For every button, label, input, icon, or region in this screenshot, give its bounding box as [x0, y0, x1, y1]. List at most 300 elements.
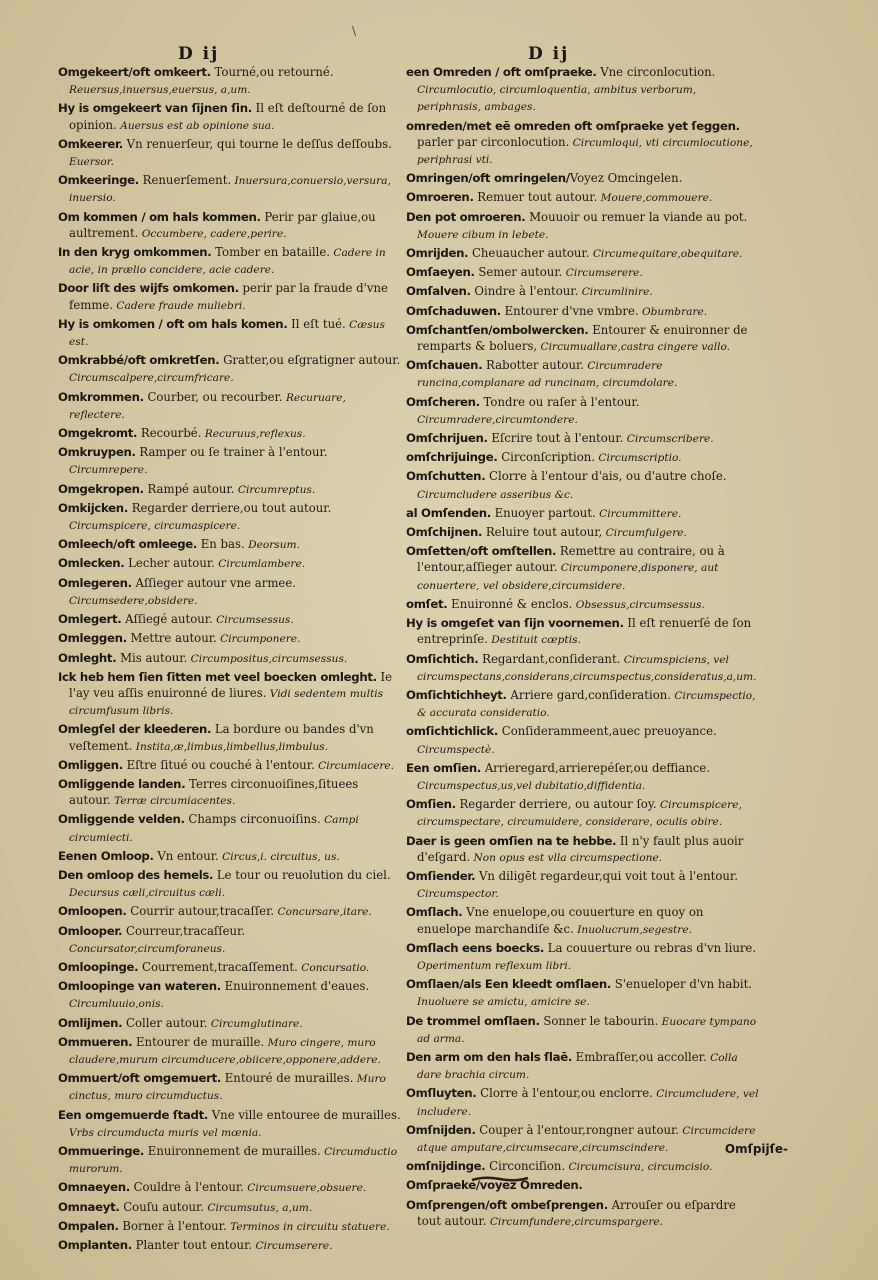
dictionary-entry [58, 244, 402, 278]
dictionary-entry [58, 867, 402, 901]
dictionary-entry [58, 280, 402, 313]
dictionary-entry [58, 100, 402, 133]
entry-headword: Omkeerer. [58, 136, 123, 151]
dictionary-entry [58, 1237, 402, 1254]
entry-latin: Colla dare brachia circum. [417, 1051, 738, 1082]
top-mark: \ [352, 24, 357, 38]
entry-headword: Omliggen. [58, 757, 123, 772]
entry-headword: Omſlaen/als Een kleedt omſlaen. [406, 977, 612, 992]
entry-latin: Circumspicere, circumspectare, circumuidere, considerare, oculis obire. [417, 799, 742, 829]
dictionary-entry [58, 500, 402, 534]
entry-french: parler par circonlocution. [417, 134, 570, 149]
entry-latin: Circumlambere. [214, 558, 306, 571]
entry-french: Clorre à l'entour,ou enclorre. [476, 1086, 653, 1101]
dictionary-entry [58, 1143, 402, 1177]
entry-headword: Omkrommen. [58, 389, 144, 404]
dictionary-entry [406, 615, 760, 648]
dictionary-entry [406, 468, 760, 502]
dictionary-entry [58, 555, 402, 572]
entry-latin: Circumrepere. [69, 464, 148, 477]
entry-headword: Omleggen. [58, 631, 127, 646]
entry-latin: Circumductio murorum. [69, 1145, 398, 1176]
entry-latin: Circumspectè. [417, 743, 495, 756]
entry-latin: Circumglutinare. [207, 1017, 303, 1030]
entry-french: S'enueloper d'vn habit. [611, 977, 753, 992]
entry-latin: Concursator,circumforaneus. [69, 942, 226, 955]
entry-headword: omſchrijuinge. [406, 450, 498, 465]
entry-latin: Cæsus est. [69, 318, 385, 349]
entry-french: En bas. [197, 537, 245, 552]
entry-headword: Omkruypen. [58, 445, 136, 460]
entry-french: Il eſt deſtourné de ſon opinion. [69, 101, 387, 132]
dictionary-entry [406, 687, 760, 721]
dictionary-entry [406, 651, 760, 685]
entry-headword: Een omgemuerde ſtadt. [58, 1107, 209, 1122]
dictionary-entry [58, 1218, 402, 1235]
entry-latin: Cadere fraude muliebri. [113, 299, 246, 312]
entry-french: Vn renuerſeur, qui tourne le deſſus deſſoubs. [122, 136, 392, 151]
entry-headword: Omkijcken. [58, 500, 128, 515]
entry-french: Rabotter autour. [482, 358, 584, 373]
right-column [406, 64, 760, 1232]
entry-french: Lecher autour. [124, 556, 215, 571]
entry-headword: Omſien. [406, 797, 456, 812]
dictionary-entry [406, 264, 760, 281]
entry-headword: Ommuert/oft omgemuert. [58, 1071, 222, 1086]
entry-latin: Circumlocutio, circumloquentia, ambitus verborum, periphrasis, ambages. [417, 84, 697, 114]
entry-headword: Den pot omroeren. [406, 209, 526, 224]
entry-headword: Omſnijden. [406, 1122, 476, 1137]
dictionary-entry [406, 904, 760, 937]
entry-french: Recourbé. [137, 426, 202, 441]
entry-french: Regarder derriere, ou autour ſoy. [455, 797, 657, 812]
entry-headword: Den arm om den hals ſlaē. [406, 1049, 572, 1064]
entry-latin: Circumradere runcina,complanare ad runcinam, circumdolare. [417, 360, 678, 390]
entry-headword: Omſchrijuen. [406, 431, 488, 446]
entry-headword: Omſluyten. [406, 1086, 477, 1101]
entry-headword: Eenen Omloop. [58, 848, 154, 863]
entry-french: Arrieregard,arrierepéſer,ou deffiance. [481, 760, 711, 775]
dictionary-entry [406, 449, 760, 466]
entry-headword: Omliggende velden. [58, 812, 185, 827]
entry-french: Eſcrire tout à l'entour. [487, 431, 624, 446]
dictionary-entry [58, 1199, 402, 1216]
entry-headword: Omſiender. [406, 868, 476, 883]
entry-french: Eſtre ſitué ou couché à l'entour. [122, 757, 315, 772]
entry-latin: Muro cinctus, muro circumductus. [69, 1073, 386, 1103]
entry-latin: Mouere cibum in lebete. [417, 228, 549, 241]
entry-latin: Euocare tympano ad arma. [417, 1015, 757, 1045]
entry-french: Il eſt renuerſé de ſon entreprinſe. [417, 616, 752, 647]
entry-french: Sonner le tabourin. [539, 1013, 659, 1028]
entry-latin: Euersor. [69, 156, 114, 169]
dictionary-entry [406, 430, 760, 447]
dictionary-entry [406, 1197, 760, 1230]
entry-french: Gratter,ou eſgratigner autour. [219, 353, 401, 368]
entry-latin: Circumcludere, vel includere. [417, 1088, 759, 1118]
entry-headword: Omgekeert/oft omkeert. [58, 65, 211, 79]
dictionary-entry [58, 352, 402, 386]
entry-latin: Campi circumiecti. [69, 814, 359, 844]
entry-headword: Omringen/oft omringelen/ [406, 171, 570, 186]
entry-latin: Circus,i. circuitus, us. [218, 850, 340, 863]
entry-latin: Inuoluere se amictu, amicire se. [417, 996, 590, 1009]
dictionary-entry [406, 1049, 760, 1083]
dictionary-entry [58, 630, 402, 647]
entry-latin: Cadere in acie, in prælio concidere, acie cadere. [69, 247, 386, 277]
entry-french: Oindre à l'entour. [470, 284, 579, 299]
entry-french: Aſſieger autour vne armee. [131, 575, 296, 590]
dictionary-entry [58, 1179, 402, 1196]
entry-latin: Destituit cœptis. [487, 634, 581, 647]
dictionary-entry [406, 868, 760, 902]
dictionary-entry [58, 316, 402, 350]
dictionary-entry [58, 425, 402, 442]
entry-french: Voyez Omcingelen. [569, 171, 683, 186]
entry-headword: Omlegſel der kleederen. [58, 722, 212, 737]
entry-headword: Ompalen. [58, 1218, 119, 1233]
entry-latin: Obumbrare. [638, 305, 708, 318]
entry-latin: Terræ circumiacentes. [110, 795, 236, 808]
dictionary-entry [406, 760, 760, 794]
entry-french: Il eſt tué. [287, 316, 346, 331]
entry-french: Borner à l'entour. [118, 1218, 227, 1233]
entry-french: Champs circonuoiſins. [184, 812, 321, 827]
entry-latin: Circumspectio, & accurata consideratio. [417, 689, 756, 720]
entry-french: Rampé autour. [143, 481, 235, 496]
dictionary-entry [58, 1034, 402, 1068]
entry-latin: Decursus cæli,circuitus cæli. [69, 887, 226, 900]
entry-french: Tourné,ou retourné. [210, 65, 334, 79]
dictionary-entry [406, 283, 760, 300]
dictionary-entry [406, 322, 760, 355]
entry-french: Mettre autour. [126, 631, 217, 646]
entry-french: Planter tout entour. [131, 1238, 253, 1252]
entry-french: Entourer & enuironner de remparts & boluers, [417, 322, 748, 354]
entry-latin: Recuruus,reflexus. [201, 428, 306, 441]
dictionary-entry [406, 1158, 760, 1175]
entry-headword: In den kryg omkommen. [58, 245, 212, 260]
entry-latin: Circumcidere atque amputare,circumsecare,circumscindere. [417, 1124, 756, 1154]
entry-latin: Vidi sedentem multis circumfusum libris. [69, 687, 384, 718]
dictionary-entry [406, 189, 760, 206]
entry-french: Coller autour. [122, 1015, 208, 1030]
dictionary-entry [58, 1015, 402, 1032]
entry-french: Embraſſer,ou accoller. [571, 1049, 707, 1064]
entry-french: Reluire tout autour, [482, 525, 603, 540]
running-header-right: D ij [528, 44, 570, 64]
dictionary-entry [406, 303, 760, 320]
entry-latin: Circummittere. [595, 507, 682, 520]
entry-headword: Omgekropen. [58, 481, 144, 496]
entry-french: Circonciſion. [485, 1159, 566, 1174]
entry-headword: Omlegert. [58, 612, 122, 627]
dictionary-entry [58, 959, 402, 976]
entry-headword: Omplanten. [58, 1238, 132, 1252]
entry-french: Enuironnement d'eaues. [220, 979, 370, 994]
entry-headword: Omrijden. [406, 246, 469, 261]
entry-headword: De trommel omſlaen. [406, 1013, 540, 1028]
entry-latin: Circumloqui, vti circumlocutione, periphrasi vti. [417, 136, 753, 167]
entry-headword: Omliggende landen. [58, 776, 186, 791]
entry-french: Semer autour. [474, 265, 563, 280]
entry-headword: Omleght. [58, 650, 117, 665]
dictionary-entry [406, 1013, 760, 1047]
entry-french: Remuer tout autour. [473, 190, 598, 205]
dictionary-entry [406, 596, 760, 613]
entry-french: Courrir autour,tracaſſer. [126, 904, 275, 919]
entry-headword: Omloopinge. [58, 959, 139, 974]
entry-latin: Circumreptus. [234, 483, 316, 496]
entry-latin: Circumscriptio. [594, 452, 682, 465]
entry-french: Ramper ou ſe trainer à l'entour. [135, 445, 328, 460]
dictionary-entry [58, 209, 402, 242]
entry-latin: Circumponere. [216, 633, 301, 646]
entry-french: Vn entour. [153, 848, 219, 863]
entry-french: Circonſcription. [497, 450, 595, 465]
dictionary-entry [406, 245, 760, 262]
catchword: Omſpijſe- [724, 1142, 788, 1156]
dictionary-entry [58, 721, 402, 754]
entry-latin: Circumcisura, circumcisio. [565, 1161, 713, 1174]
entry-headword: Omſlach. [406, 905, 463, 920]
entry-headword: Omſchaduwen. [406, 303, 501, 318]
entry-headword: Omſchutten. [406, 469, 486, 484]
dictionary-entry [58, 757, 402, 774]
dictionary-entry [406, 1177, 760, 1194]
dictionary-entry [58, 1107, 402, 1141]
dictionary-entry [58, 444, 402, 478]
entry-headword: Omſchantſen/ombolwercken. [406, 322, 589, 337]
entry-latin: Circumfulgere. [602, 527, 687, 540]
entry-latin: Concursatio. [297, 961, 370, 974]
dictionary-entry [58, 611, 402, 628]
entry-latin: Operimentum reflexum libri. [417, 959, 572, 972]
dictionary-entry [58, 136, 402, 170]
entry-latin: Circumsuere,obsuere. [243, 1182, 367, 1195]
dictionary-entry [58, 536, 402, 553]
dictionary-entry [406, 524, 760, 541]
entry-latin: Circumfundere,circumspargere. [486, 1215, 664, 1228]
entry-latin: Mouere,commouere. [597, 192, 713, 205]
dictionary-entry [406, 1122, 760, 1156]
entry-headword: Omſaeyen. [406, 265, 475, 280]
entry-french: Courrement,tracaſſement. [138, 959, 298, 974]
entry-headword: Omlooper. [58, 923, 123, 938]
dictionary-entry [58, 1070, 402, 1104]
dictionary-entry [406, 118, 760, 169]
entry-latin: Circumuallare,castra cingere vallo. [537, 341, 731, 354]
entry-french: Conſiderammeent,auec preuoyance. [498, 724, 717, 739]
entry-french: Clorre à l'entour d'ais, ou d'autre choſe. [485, 469, 727, 484]
entry-french: Vn diligēt regardeur,qui voit tout à l'entour. [475, 868, 738, 883]
entry-french: Ie l'ay veu aſſis enuironné de liures. [69, 669, 393, 700]
entry-french: Aſſiegé autour. [121, 612, 213, 627]
entry-headword: omſnijdinge. [406, 1159, 486, 1174]
dictionary-entry [406, 1085, 760, 1119]
ornament-flourish [470, 1168, 530, 1176]
dictionary-entry [406, 170, 760, 187]
entry-latin: Circumspectus,us,vel dubitatio,diffidentia. [417, 779, 646, 792]
dictionary-entry [406, 209, 760, 243]
entry-headword: Omlegeren. [58, 575, 132, 590]
entry-latin: Concursare,itare. [274, 906, 372, 919]
entry-latin: Circumsedere,obsidere. [69, 594, 198, 607]
entry-french: Enuoyer partout. [490, 505, 596, 520]
dictionary-entry [58, 64, 402, 98]
entry-headword: omſet. [406, 596, 448, 611]
entry-latin: Vrbs circumducta muris vel mœnia. [69, 1126, 262, 1139]
entry-headword: omſichtichlick. [406, 724, 499, 739]
entry-french: Regarder derriere,ou tout autour. [127, 500, 332, 515]
entry-headword: Omſchijnen. [406, 525, 483, 540]
dictionary-entry [58, 811, 402, 845]
entry-headword: Een omſien. [406, 760, 481, 775]
entry-french: La bordure ou bandes d'vn veſtement. [69, 722, 374, 753]
entry-latin: Circumsutus, a,um. [204, 1201, 313, 1214]
entry-headword: Omroeren. [406, 190, 474, 205]
entry-headword: al Omſenden. [406, 505, 491, 520]
entry-latin: Circumsessus. [212, 614, 294, 627]
entry-french: Couper à l'entour,rongner autour. [475, 1122, 680, 1137]
dictionary-entry [406, 64, 760, 116]
entry-headword: Omnaeyen. [58, 1180, 130, 1195]
entry-headword: Omſpraeke/voyez Omreden. [406, 1178, 583, 1193]
entry-french: Vne circonlocution. [596, 65, 716, 79]
entry-french: Arrouſer ou eſpardre tout autour. [417, 1197, 736, 1228]
entry-french: Regardant,conſiderant. [478, 651, 621, 666]
entry-french: Entourer d'vne vmbre. [500, 303, 639, 318]
entry-headword: Omnaeyt. [58, 1199, 120, 1214]
entry-french: Enuironnement de murailles. [144, 1143, 321, 1158]
entry-latin: Occumbere, cadere,perire. [138, 227, 287, 240]
entry-french: Enuironné & enclos. [447, 596, 573, 611]
dictionary-entry [406, 505, 760, 522]
entry-french: Mis autour. [116, 650, 188, 665]
entry-latin: Circumspiciens, vel circumspectans,considerans,circumspectus,consideratus,a,um. [417, 653, 757, 683]
entry-headword: Omſichtichheyt. [406, 687, 507, 702]
entry-latin: Recuruare, reflectere. [69, 391, 346, 421]
dictionary-entry [58, 575, 402, 609]
entry-latin: Circumspicere, circumaspicere. [69, 520, 241, 533]
entry-latin: Circumspector. [417, 888, 499, 901]
entry-headword: Omſetten/oft omſtellen. [406, 544, 557, 559]
entry-french: Couldre à l'entour. [129, 1180, 244, 1195]
entry-latin: Circumequitare,obequitare. [589, 248, 743, 261]
entry-french: Entouré de murailles. [221, 1071, 354, 1086]
entry-headword: een Omreden / oft omſpraeke. [406, 65, 597, 79]
entry-french: Mouuoir ou remuer la viande au pot. [525, 209, 748, 224]
dictionary-entry [406, 976, 760, 1010]
entry-headword: Hy is omkomen / oft om hals komen. [58, 316, 288, 331]
entry-french: Courreur,tracaſſeur. [122, 923, 246, 938]
entry-latin: Obsessus,circumsessus. [572, 598, 705, 611]
dictionary-entry [406, 357, 760, 391]
entry-headword: Om kommen / om hals kommen. [58, 209, 261, 224]
entry-french: Renuerſement. [138, 173, 232, 188]
dictionary-entry [406, 833, 760, 866]
entry-headword: Ommueringe. [58, 1143, 145, 1158]
entry-latin: Deorsum. [244, 539, 300, 552]
entry-latin: Circumiacere. [314, 759, 395, 772]
dictionary-entry [58, 923, 402, 957]
entry-french: Terres circonuoiſines,ſituees autour. [69, 776, 359, 808]
dictionary-entry [406, 543, 760, 594]
entry-headword: Omlecken. [58, 556, 125, 571]
entry-headword: Hy is omgeſet van ſijn voornemen. [406, 616, 624, 631]
entry-headword: omreden/met eē omreden oft omſpraeke yet ſeggen. [406, 118, 740, 133]
dictionary-entry [58, 848, 402, 865]
entry-latin: Auersus est ab opinione sua. [116, 119, 275, 132]
entry-latin: Circumscalpere,circumfricare. [69, 372, 234, 385]
entry-latin: Circumradere,circumtondere. [417, 413, 578, 426]
entry-latin: Circumserere. [562, 267, 643, 280]
entry-french: Courber, ou recourber. [143, 389, 283, 404]
entry-headword: Omlijmen. [58, 1015, 123, 1030]
entry-latin: Non opus est vlla circumspectione. [470, 851, 663, 864]
dictionary-entry [58, 650, 402, 667]
entry-headword: Omſcheren. [406, 394, 480, 409]
entry-french: Il n'y fault plus auoir d'eſgard. [417, 833, 744, 864]
entry-latin: Circumpositus,circumsessus. [187, 652, 348, 665]
entry-headword: Door liſt des wijfs omkomen. [58, 281, 239, 296]
entry-headword: Omleech/oft omleege. [58, 537, 198, 552]
entry-french: Le tour ou reuolution du ciel. [213, 867, 391, 882]
entry-latin: Circumponere,disponere, aut conuertere, vel obsidere,circumsidere. [417, 562, 719, 592]
dictionary-entry [58, 669, 402, 720]
entry-latin: Circumscribere. [623, 433, 714, 446]
entry-latin: Circumlinire. [578, 286, 653, 299]
entry-latin: Circumluuio,onis. [69, 998, 164, 1011]
entry-headword: Omſlach eens boecks. [406, 940, 545, 955]
entry-latin: Inuolucrum,segestre. [573, 923, 692, 936]
entry-french: perir par la fraude d'vne femme. [69, 281, 388, 312]
entry-headword: Omſalven. [406, 284, 471, 299]
entry-french: Tondre ou raſer à l'entour. [479, 394, 640, 409]
entry-french: Entourer de muraille. [132, 1034, 265, 1049]
dictionary-entry [58, 978, 402, 1012]
entry-headword: Omſichtich. [406, 651, 479, 666]
entry-headword: Omkrabbé/oft omkretſen. [58, 353, 220, 368]
running-header-left: D ij [178, 44, 220, 64]
dictionary-entry [58, 172, 402, 206]
entry-headword: Den omloop des hemels. [58, 867, 214, 882]
entry-french: Couſu autour. [119, 1199, 205, 1214]
entry-latin: Circumserere. [252, 1240, 333, 1252]
entry-french: Vne ville entouree de murailles. [208, 1107, 401, 1122]
entry-french: Remettre au contraire, ou à l'entour,aſſieger autour. [417, 544, 725, 575]
entry-french: Tomber en bataille. [211, 245, 330, 260]
entry-latin: Inuersura,conuersio,versura, inuersio. [69, 175, 391, 205]
dictionary-entry [58, 481, 402, 498]
entry-headword: Daer is geen omſien na te hebbe. [406, 833, 617, 848]
entry-latin: Muro cingere, muro claudere,murum circumducere,obiicere,opponere,addere. [69, 1036, 381, 1066]
entry-latin: Circumcludere asseribus &c. [417, 488, 574, 501]
entry-french: Vne enuelope,ou couuerture en quoy on enuelope marchandiſe &c. [417, 905, 704, 936]
entry-french: Arriere gard,conſideration. [506, 687, 671, 702]
dictionary-entry [406, 940, 760, 974]
dictionary-entry [58, 776, 402, 809]
left-column [58, 64, 402, 1256]
entry-latin: Reuersus,inuersus,euersus, a,um. [69, 84, 251, 97]
entry-french: Perir par glaiue,ou aultrement. [69, 209, 376, 240]
dictionary-entry [58, 903, 402, 920]
entry-french: Cheuaucher autour. [468, 246, 590, 261]
entry-headword: Omloopen. [58, 904, 127, 919]
entry-headword: Ommueren. [58, 1034, 133, 1049]
dictionary-entry [58, 389, 402, 423]
entry-headword: Omkeeringe. [58, 173, 139, 188]
